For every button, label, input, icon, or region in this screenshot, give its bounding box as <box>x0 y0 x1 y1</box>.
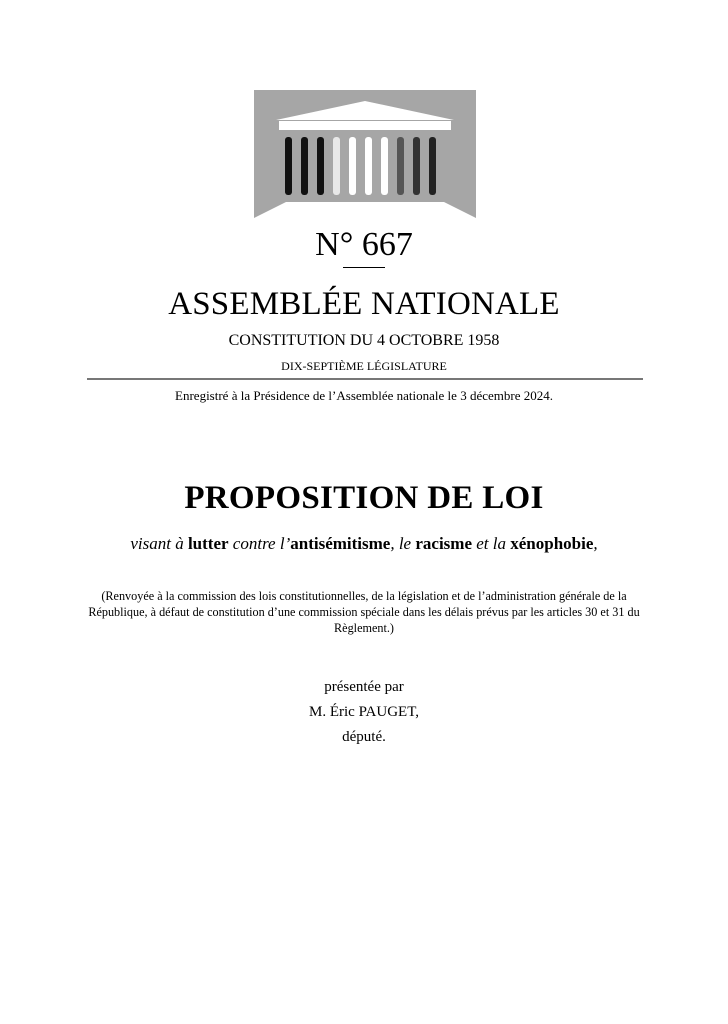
subtitle-text: contre l’ <box>228 534 291 553</box>
document-type-title: PROPOSITION DE LOI <box>184 480 544 516</box>
number-underline <box>343 267 385 268</box>
author-role: député. <box>342 729 386 745</box>
logo-entablature <box>279 121 451 130</box>
referral-note: (Renvoyée à la commission des lois constitutionnelles, de la législation et de l’administration générale de la République, à défaut de constitution d’une commission spéciale dans les délais prévus par les articles 30 et 31 du Règlement.) <box>88 589 640 635</box>
header-divider <box>87 378 643 380</box>
subtitle-keyword: antisémitisme <box>290 534 391 553</box>
institution-title: ASSEMBLÉE NATIONALE <box>168 286 560 322</box>
assemblee-nationale-logo <box>254 90 476 218</box>
subtitle-keyword: racisme <box>415 534 472 553</box>
constitution-line: CONSTITUTION DU 4 OCTOBRE 1958 <box>228 332 500 349</box>
subtitle-text: , <box>593 534 598 553</box>
subtitle-keyword: xénophobie <box>510 534 594 553</box>
subtitle-text: et la <box>472 534 511 553</box>
registration-line: Enregistré à la Présidence de l’Assemblée nationale le 3 décembre 2024. <box>175 388 553 403</box>
document-subtitle <box>0 533 728 555</box>
presented-by-label: présentée par <box>324 679 404 695</box>
legislature-line: DIX-SEPTIÈME LÉGISLATURE <box>281 359 447 373</box>
document-number: N° 667 <box>315 226 413 263</box>
subtitle-text: visant à <box>130 534 188 553</box>
author-name: M. Éric PAUGET, <box>309 704 419 720</box>
subtitle-keyword: lutter <box>187 534 229 553</box>
subtitle-text: , le <box>390 534 416 553</box>
